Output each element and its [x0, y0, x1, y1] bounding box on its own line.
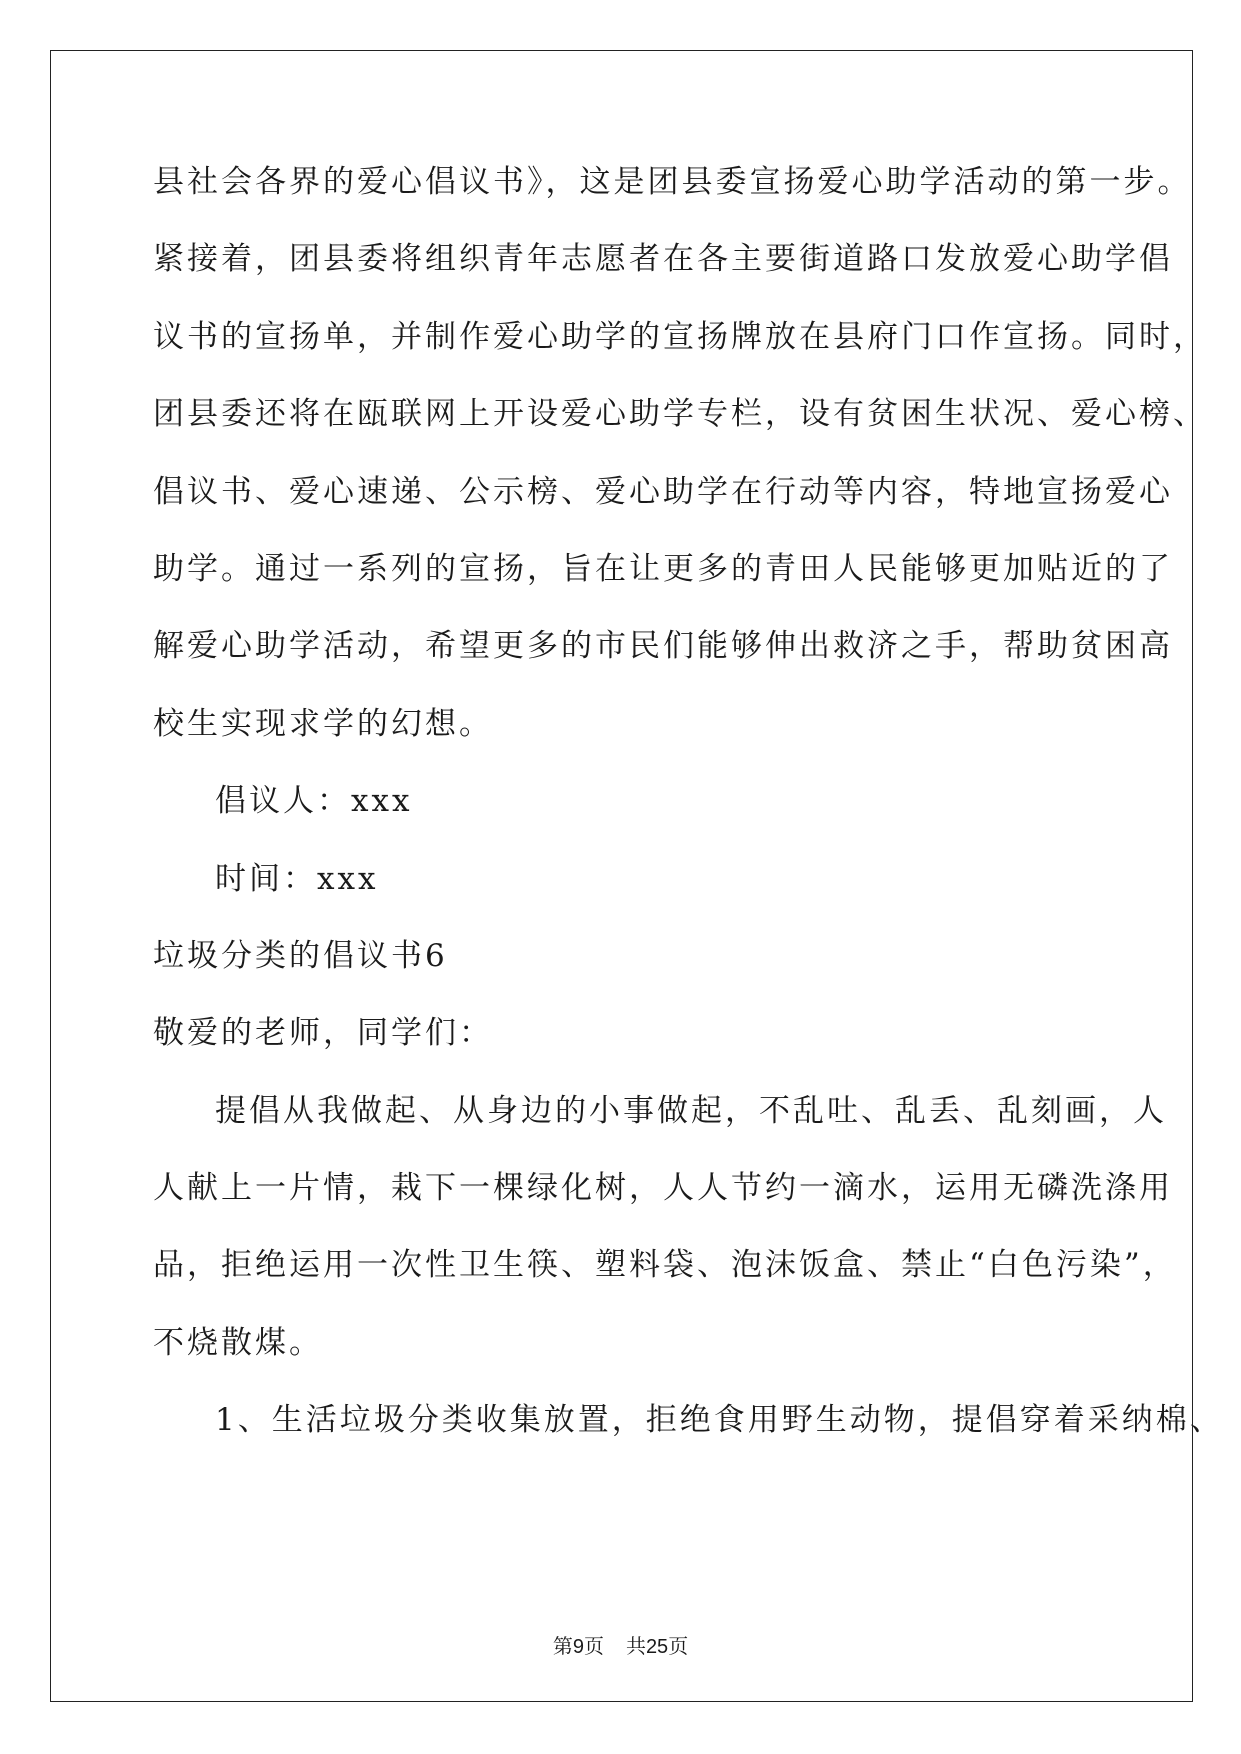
page-total: 25 [645, 1636, 669, 1658]
page-suffix: 页 [583, 1634, 604, 1658]
text-line: 助学。通过一系列的宣扬，旨在让更多的青田人民能够更加贴近的了 [153, 550, 1173, 587]
proposer-line: 倡议人：xxx [215, 783, 413, 820]
total-suffix: 页 [668, 1634, 689, 1658]
salutation: 敬爱的老师，同学们： [153, 1015, 493, 1052]
section-title: 垃圾分类的倡议书6 [153, 937, 448, 974]
text-line: 校生实现求学的幻想。 [153, 705, 493, 742]
list-item: 1、生活垃圾分类收集放置，拒绝食用野生动物，提倡穿着采纳棉、 [215, 1402, 1224, 1439]
text-line: 议书的宣扬单，并制作爱心助学的宣扬牌放在县府门口作宣扬。同时， [153, 318, 1207, 355]
text-line: 提倡从我做起、从身边的小事做起，不乱吐、乱丢、乱刻画，人 [215, 1092, 1167, 1129]
text-line: 人献上一片情，栽下一棵绿化树，人人节约一滴水，运用无磷洗涤用 [153, 1170, 1173, 1207]
body-text [153, 162, 1224, 1478]
text-line: 团县委还将在瓯联网上开设爱心助学专栏，设有贫困生状况、爱心榜、 [153, 396, 1207, 433]
text-line: 解爱心助学活动，希望更多的市民们能够伸出救济之手，帮助贫困高 [153, 628, 1173, 665]
page-prefix: 第 [552, 1634, 573, 1658]
text-line: 紧接着，团县委将组织青年志愿者在各主要街道路口发放爱心助学倡 [153, 241, 1173, 278]
date-line: 时间：xxx [215, 860, 379, 897]
text-line: 不烧散煤。 [153, 1324, 323, 1361]
page-number: 9 [572, 1636, 584, 1658]
total-prefix: 共 [625, 1634, 646, 1658]
text-line: 品，拒绝运用一次性卫生筷、塑料袋、泡沫饭盒、禁止“白色污染”， [153, 1247, 1177, 1284]
text-line: 倡议书、爱心速递、公示榜、爱心助学在行动等内容，特地宣扬爱心 [153, 473, 1173, 510]
page-footer [0, 1630, 1241, 1659]
text-line: 县社会各界的爱心倡议书》，这是团县委宣扬爱心助学活动的第一步。 [153, 164, 1192, 200]
